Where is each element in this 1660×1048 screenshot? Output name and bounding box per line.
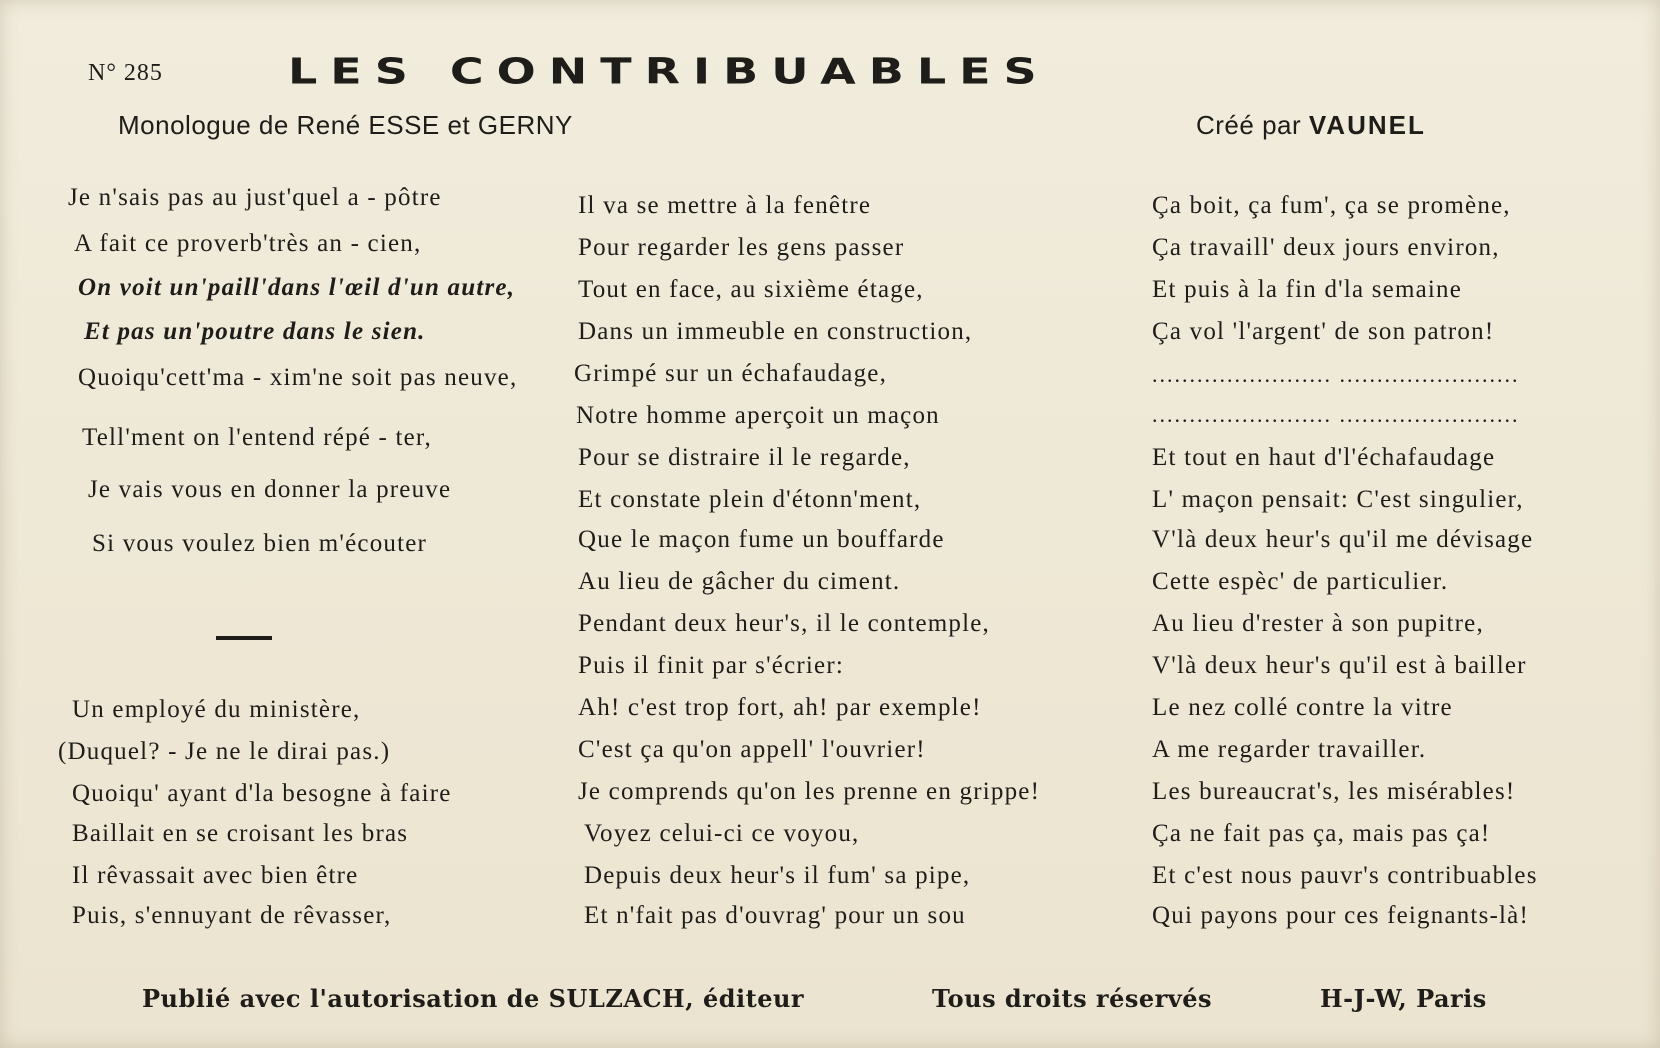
verse-line: Je vais vous en donner la preuve [88,476,452,503]
verse-line: Je comprends qu'on les prenne en grippe! [578,778,1041,805]
verse-line: Et n'fait pas d'ouvrag' pour un sou [584,902,966,929]
verse-line: Cette espèc' de particulier. [1152,568,1449,595]
verse-line: Ah! c'est trop fort, ah! par exemple! [578,694,982,721]
verse-line: Que le maçon fume un bouffarde [578,526,945,553]
verse-line: Puis, s'ennuyant de rêvasser, [72,902,392,929]
verse-line: (Duquel? - Je ne le dirai pas.) [58,738,391,765]
verse-line: Un employé du ministère, [72,696,361,723]
authors-line: Monologue de René ESSE et GERNY [118,110,573,140]
verse-line: Et constate plein d'étonn'ment, [578,486,922,513]
creator-name: VAUNEL [1308,110,1426,140]
verse-line: A me regarder travailler. [1152,736,1427,763]
verse-line: Notre homme aperçoit un maçon [576,402,940,429]
verse-line: Au lieu d'rester à son pupitre, [1152,610,1484,637]
verse-line: Baillait en se croisant les bras [72,820,409,847]
publisher-credit: Publié avec l'autorisation de SULZACH, éditeur [142,984,805,1013]
verse-line: Pour regarder les gens passer [578,234,905,261]
verse-line: Et tout en haut d'l'échafaudage [1152,444,1496,471]
verse-line: V'là deux heur's qu'il est à bailler [1152,652,1527,679]
verse-line: Pendant deux heur's, il le contemple, [578,610,991,637]
verse-line: Depuis deux heur's il fum' sa pipe, [584,862,971,889]
creator-line [1196,110,1426,141]
verse-line: Je n'sais pas au just'quel a - pôtre [68,184,442,211]
verse-line: L' maçon pensait: C'est singulier, [1152,486,1524,513]
verse-line: Il rêvassait avec bien être [72,862,359,889]
verse-line: Pour se distraire il le regarde, [578,444,911,471]
verse-line: Le nez collé contre la vitre [1152,694,1453,721]
verse-line: On voit un'paill'dans l'œil d'un autre, [78,274,516,301]
verse-line: Si vous voulez bien m'écouter [92,530,428,557]
rights-notice: Tous droits réservés [932,984,1212,1013]
verse-line: A fait ce proverb'très an - cien, [74,230,422,257]
verse-line: Au lieu de gâcher du ciment. [578,568,901,595]
verse-line: Et puis à la fin d'la semaine [1152,276,1463,303]
verse-line: Et pas un'poutre dans le sien. [84,318,426,345]
separator-dash [216,636,272,640]
verse-line: Grimpé sur un échafaudage, [574,360,888,387]
verse-line: C'est ça qu'on appell' l'ouvrier! [578,736,926,763]
verse-line: Ça ne fait pas ça, mais pas ça! [1152,820,1491,847]
verse-line: Ça travaill' deux jours environ, [1152,234,1500,261]
verse-line: Et c'est nous pauvr's contribuables [1152,862,1538,889]
ellipsis-row: ........................ ........................ [1152,402,1520,427]
verse-line: Dans un immeuble en construction, [578,318,973,345]
verse-line: Puis il finit par s'écrier: [578,652,845,679]
verse-line: Tout en face, au sixième étage, [578,276,924,303]
verse-line: Voyez celui-ci ce voyou, [584,820,860,847]
creator-prefix: Créé par [1196,110,1302,140]
song-number: N° 285 [88,60,163,86]
verse-line: Ça vol 'l'argent' de son patron! [1152,318,1495,345]
verse-line: Ça boit, ça fum', ça se promène, [1152,192,1511,219]
verse-line: V'là deux heur's qu'il me dévisage [1152,526,1534,553]
verse-line: Tell'ment on l'entend répé - ter, [82,424,432,451]
verse-line: Qui payons pour ces feignants-là! [1152,902,1530,929]
printer-credit: H-J-W, Paris [1320,984,1487,1013]
verse-line: Les bureaucrat's, les misérables! [1152,778,1516,805]
verse-line: Quoiqu' ayant d'la besogne à faire [72,780,452,807]
ellipsis-row: ........................ ........................ [1152,362,1520,387]
verse-line: Il va se mettre à la fenêtre [578,192,872,219]
page-title: LES CONTRIBUABLES [288,49,1050,93]
verse-line: Quoiqu'cett'ma - xim'ne soit pas neuve, [78,364,518,391]
